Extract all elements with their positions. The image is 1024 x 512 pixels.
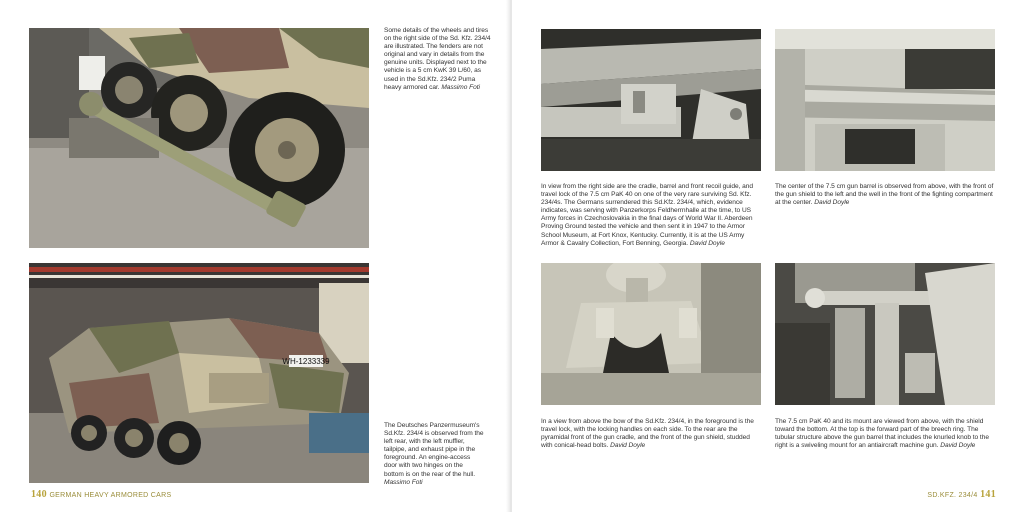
photo-museum-rear-view [29,263,369,483]
caption-wheels-credit: Massimo Foti [441,83,480,91]
caption-travel-lock-credit: David Doyle [610,442,646,450]
running-title-right: SD.KFZ. 234/4 [927,492,978,499]
caption-travel-lock-text: In a view from above the bow of the Sd.Kfz. 234/4, in the foreground is the travel lock, with the locking handles on each side. To the rear are the pyramidal front of the gun cradle, and the front of the gun shield, studded with conical-head bolts. [541,418,754,450]
caption-cradle-text: In view from the right side are the cradle, barrel and front recoil guide, and travel lock of the 7.5 cm PaK 40 on one of the very rare surviving Sd. Kfz. 234/4s. The Germans surrendered this Sd.Kfz. 234/4, which, evidence indicates, was serving with Panzerkorps Feldherrnhalle at the time, to US Army forces in Czechoslovakia in the final days of World War II. Aberdeen Proving Ground tested the vehicle and then sent it in 1947 to the Armor School Museum, at Fort Knox, Kentucky. Currently, it is at the US Army Armor & Cavalry Collection, Fort Benning, Georgia. [541,183,753,247]
caption-rear-view-text: The Deutsches Panzermuseum's Sd.Kfz. 234/4 is observed from the left rear, with the left muffler, tailpipe, and exhaust pipe in the foreground. An engine-access door with two hinges on the bottom is on the rear of the hull. [384,422,484,478]
photo-barrel-center-image [775,29,995,171]
photo-cradle-side-view-image [541,29,761,171]
caption-cradle [541,183,763,248]
page-number-right: 141 [980,489,996,500]
caption-rear-view [384,422,484,487]
left-page [0,0,508,512]
photo-wheels-and-gun-image [29,28,369,248]
photo-wheels-and-gun [29,28,369,248]
caption-barrel-center [775,183,997,207]
plate-text: WH-1233339 [282,357,330,366]
photo-barrel-center [775,29,995,171]
photo-pak40-mount [775,263,995,405]
left-folio [31,489,171,500]
caption-wheels-text: Some details of the wheels and tires on the right side of the Sd. Kfz. 234/4 are illustrated. The fenders are not original and vary in details from the genuine units. Displayed next to the vehicle is a 5 cm KwK 39 L/60, as used in the Sd.Kfz. 234/2 Puma heavy armored car. [384,27,491,91]
caption-barrel-center-credit: David Doyle [814,199,850,207]
photo-travel-lock [541,263,761,405]
caption-pak40-mount [775,418,997,450]
photo-cradle-side-view [541,29,761,171]
caption-pak40-mount-text: The 7.5 cm PaK 40 and its mount are viewed from above, with the shield toward the bottom. At the top is the forward part of the breech ring. The tubular structure above the gun barrel that includes the knurled knob to the right is a swiveling mount for an antiaircraft machine gun. [775,418,989,450]
right-folio [927,489,996,500]
running-title-left: GERMAN HEAVY ARMORED CARS [49,492,172,499]
caption-cradle-credit: David Doyle [689,239,725,247]
caption-rear-view-credit: Massimo Foti [384,478,423,486]
photo-travel-lock-image [541,263,761,405]
page-number-left: 140 [31,489,47,500]
photo-pak40-mount-image [775,263,995,405]
caption-wheels [384,27,494,92]
caption-barrel-center-text: The center of the 7.5 cm gun barrel is observed from above, with the front of the gun shield to the left and the well in the front of the fighting compartment at the center. [775,183,994,207]
caption-travel-lock [541,418,763,450]
right-page [512,0,1024,512]
photo-museum-rear-view-image [29,263,369,483]
caption-pak40-mount-credit: David Doyle [940,442,976,450]
